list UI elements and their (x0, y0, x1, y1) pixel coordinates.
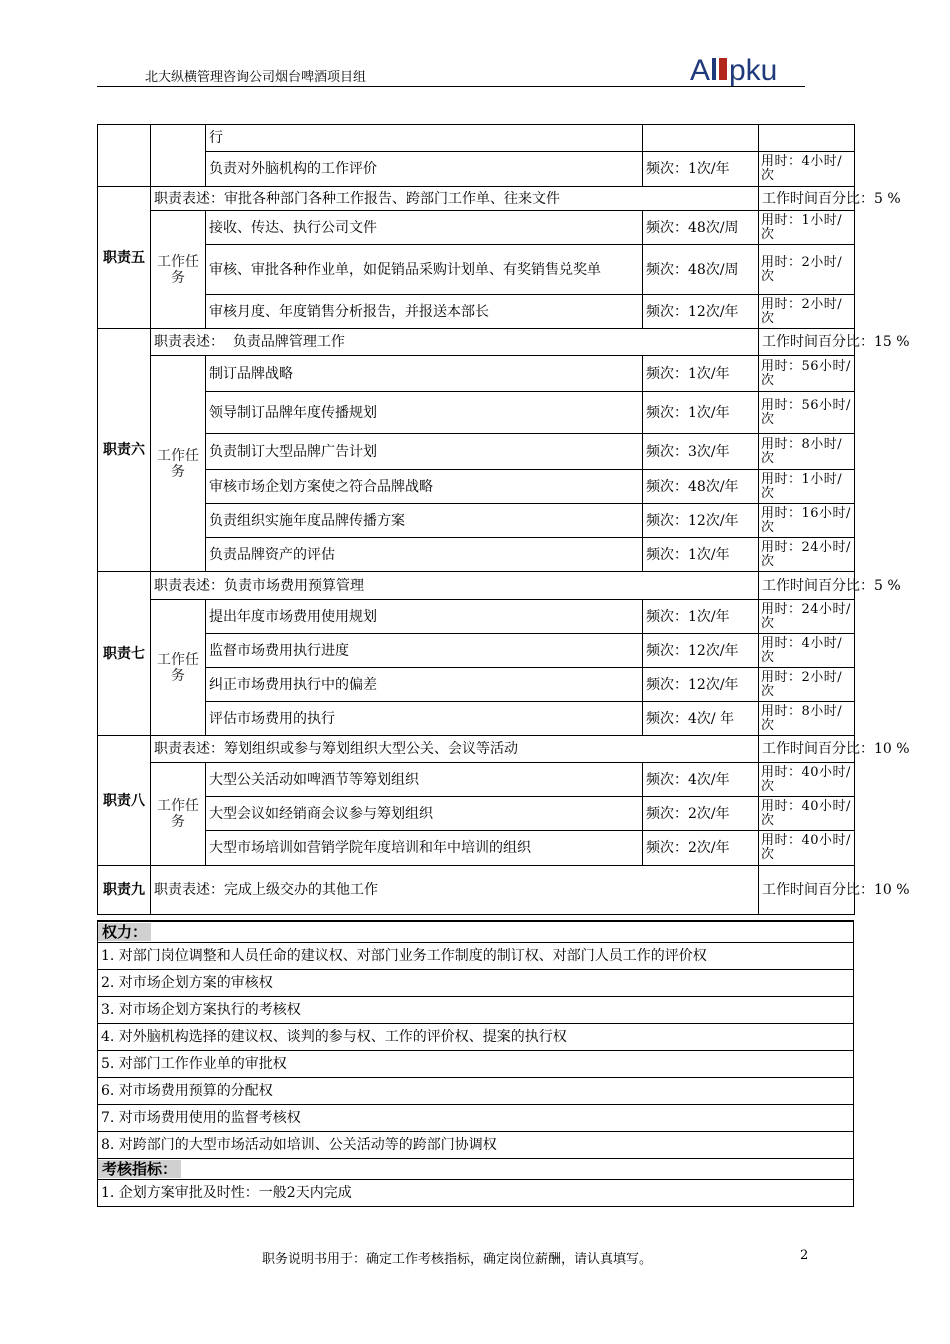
right-item: 7. 对市场费用使用的监督考核权 (98, 1105, 854, 1132)
task-frequency: 频次：1次/年 (643, 600, 759, 634)
task-label: 工作任务 (151, 763, 206, 866)
company-logo (690, 52, 808, 86)
task-time: 用时：2小时/次 (759, 668, 855, 702)
task-text: 评估市场费用的执行 (206, 702, 643, 736)
desc-label: 职责表述： (154, 882, 224, 898)
task-text: 负责制订大型品牌广告计划 (206, 434, 643, 470)
list-item (98, 1180, 854, 1207)
table-row (98, 538, 855, 572)
table-row (98, 702, 855, 736)
right-item: 4. 对外脑机构选择的建议权、谈判的参与权、工作的评价权、提案的执行权 (98, 1024, 854, 1051)
task-text: 审核月度、年度销售分析报告，并报送本部长 (206, 295, 643, 329)
duty-label: 职责五 (98, 187, 151, 329)
duty-description (151, 736, 759, 763)
task-frequency (643, 125, 759, 152)
task-frequency: 频次：2次/年 (643, 831, 759, 866)
list-item (98, 1024, 854, 1051)
task-time: 用时：4小时/次 (759, 152, 855, 187)
task-time: 用时：24小时/次 (759, 600, 855, 634)
duty-label: 职责七 (98, 572, 151, 736)
task-frequency: 频次：3次/年 (643, 434, 759, 470)
task-frequency: 频次：48次/周 (643, 211, 759, 245)
task-time: 用时：8小时/次 (759, 702, 855, 736)
task-frequency: 频次：4次/年 (643, 763, 759, 797)
task-time: 用时：1小时/次 (759, 470, 855, 504)
task-time: 用时：2小时/次 (759, 295, 855, 329)
desc-text: 筹划组织或参与筹划组织大型公关、会议等活动 (224, 741, 518, 757)
table-row (98, 125, 855, 152)
rights-title: 权力： (98, 923, 151, 941)
task-frequency: 频次：48次/周 (643, 245, 759, 295)
task-text: 领导制订品牌年度传播规划 (206, 392, 643, 434)
task-frequency: 频次：12次/年 (643, 634, 759, 668)
right-item: 6. 对市场费用预算的分配权 (98, 1078, 854, 1105)
task-text: 行 (206, 125, 643, 152)
footer-text: 职务说明书用于：确定工作考核指标，确定岗位薪酬，请认真填写。 (262, 1252, 653, 1267)
task-text: 大型公关活动如啤酒节等筹划组织 (206, 763, 643, 797)
right-item: 3. 对市场企划方案执行的考核权 (98, 997, 854, 1024)
desc-text: 审批各种部门各种工作报告、跨部门工作单、往来文件 (224, 190, 560, 207)
task-label: 工作任务 (151, 356, 206, 572)
list-item (98, 997, 854, 1024)
task-frequency: 频次：48次/年 (643, 470, 759, 504)
table-row (98, 187, 855, 211)
task-frequency: 频次：12次/年 (643, 295, 759, 329)
task-label: 工作任务 (151, 211, 206, 329)
task-frequency: 频次：1次/年 (643, 538, 759, 572)
duty-percent: 工作时间百分比：15 % (759, 329, 855, 356)
duty-description (151, 572, 759, 600)
rights-table (97, 920, 854, 1207)
right-item: 2. 对市场企划方案的审核权 (98, 970, 854, 997)
task-frequency: 频次：2次/年 (643, 797, 759, 831)
continuation-label-cell (98, 125, 151, 187)
right-item: 8. 对跨部门的大型市场活动如培训、公关活动等的跨部门协调权 (98, 1132, 854, 1159)
task-frequency: 频次：12次/年 (643, 504, 759, 538)
task-text: 提出年度市场费用使用规划 (206, 600, 643, 634)
task-frequency: 频次：12次/年 (643, 668, 759, 702)
list-item (98, 1051, 854, 1078)
duty-percent: 工作时间百分比：10 % (759, 736, 855, 763)
rights-header (98, 921, 854, 943)
kpi-item: 1. 企划方案审批及时性：一般2天内完成 (98, 1180, 854, 1207)
svg-text:pku: pku (729, 54, 778, 86)
table-row (98, 763, 855, 797)
desc-text: 负责市场费用预算管理 (224, 577, 364, 594)
table-row (98, 736, 855, 763)
list-item (98, 943, 854, 970)
desc-label: 职责表述： (154, 190, 224, 207)
duty-label: 职责八 (98, 736, 151, 866)
task-label: 工作任务 (151, 600, 206, 736)
task-time: 用时：40小时/次 (759, 797, 855, 831)
duty-percent: 工作时间百分比：10 % (759, 866, 855, 915)
task-text: 大型市场培训如营销学院年度培训和年中培训的组织 (206, 831, 643, 866)
list-item (98, 1105, 854, 1132)
table-row (98, 245, 855, 295)
task-time: 用时：4小时/次 (759, 634, 855, 668)
table-row (98, 600, 855, 634)
kpi-header-row (98, 1159, 854, 1180)
desc-label: 职责表述： (154, 577, 224, 594)
task-frequency: 频次：1次/年 (643, 356, 759, 392)
task-text: 负责品牌资产的评估 (206, 538, 643, 572)
table-row (98, 831, 855, 866)
kpi-header (98, 1159, 854, 1180)
task-time: 用时：56小时/次 (759, 392, 855, 434)
task-text: 审核市场企划方案使之符合品牌战略 (206, 470, 643, 504)
list-item (98, 1132, 854, 1159)
task-time: 用时：2小时/次 (759, 245, 855, 295)
table-row (98, 866, 855, 915)
continuation-task-label-cell (151, 125, 206, 187)
task-frequency: 频次：1次/年 (643, 392, 759, 434)
task-time: 用时：8小时/次 (759, 434, 855, 470)
task-time (759, 125, 855, 152)
list-item (98, 1078, 854, 1105)
task-text: 负责组织实施年度品牌传播方案 (206, 504, 643, 538)
desc-label: 职责表述： (154, 334, 224, 350)
task-frequency: 频次：4次/ 年 (643, 702, 759, 736)
desc-label: 职责表述： (154, 741, 224, 757)
duty-description (151, 866, 759, 915)
task-time: 用时：16小时/次 (759, 504, 855, 538)
table-row (98, 572, 855, 600)
table-row (98, 152, 855, 187)
header-rule (97, 86, 805, 87)
header-company: 北大纵横管理咨询公司烟台啤酒项目组 (145, 70, 367, 85)
task-time: 用时：56小时/次 (759, 356, 855, 392)
task-text: 纠正市场费用执行中的偏差 (206, 668, 643, 702)
desc-text: 负责品牌管理工作 (224, 334, 345, 350)
table-row (98, 392, 855, 434)
duty-table (97, 124, 910, 915)
desc-text: 完成上级交办的其他工作 (224, 882, 378, 898)
task-text: 监督市场费用执行进度 (206, 634, 643, 668)
table-row (98, 797, 855, 831)
table-row (98, 329, 855, 356)
duty-percent: 工作时间百分比：5 % (759, 187, 855, 211)
task-text: 大型会议如经销商会议参与筹划组织 (206, 797, 643, 831)
table-row (98, 295, 855, 329)
task-text: 审核、审批各种作业单，如促销品采购计划单、有奖销售兑奖单 (206, 245, 643, 295)
svg-text:A: A (690, 54, 711, 86)
table-row (98, 434, 855, 470)
page-number: 2 (800, 1248, 809, 1263)
duty-description (151, 329, 759, 356)
right-item: 5. 对部门工作作业单的审批权 (98, 1051, 854, 1078)
table-row (98, 211, 855, 245)
task-text: 接收、传达、执行公司文件 (206, 211, 643, 245)
task-time: 用时：40小时/次 (759, 763, 855, 797)
task-text: 负责对外脑机构的工作评价 (206, 152, 643, 187)
rights-header-row (98, 921, 854, 943)
table-row (98, 504, 855, 538)
table-row (98, 668, 855, 702)
right-item: 1. 对部门岗位调整和人员任命的建议权、对部门业务工作制度的制订权、对部门人员工作的评价权 (98, 943, 854, 970)
task-time: 用时：1小时/次 (759, 211, 855, 245)
task-frequency: 频次：1次/年 (643, 152, 759, 187)
list-item (98, 970, 854, 997)
duty-percent: 工作时间百分比：5 % (759, 572, 855, 600)
table-row (98, 634, 855, 668)
duty-description (151, 187, 759, 211)
table-row (98, 356, 855, 392)
kpi-title: 考核指标： (98, 1160, 181, 1178)
duty-label: 职责六 (98, 329, 151, 572)
table-row (98, 470, 855, 504)
task-time: 用时：40小时/次 (759, 831, 855, 866)
task-time: 用时：24小时/次 (759, 538, 855, 572)
duty-label: 职责九 (98, 866, 151, 915)
task-text: 制订品牌战略 (206, 356, 643, 392)
